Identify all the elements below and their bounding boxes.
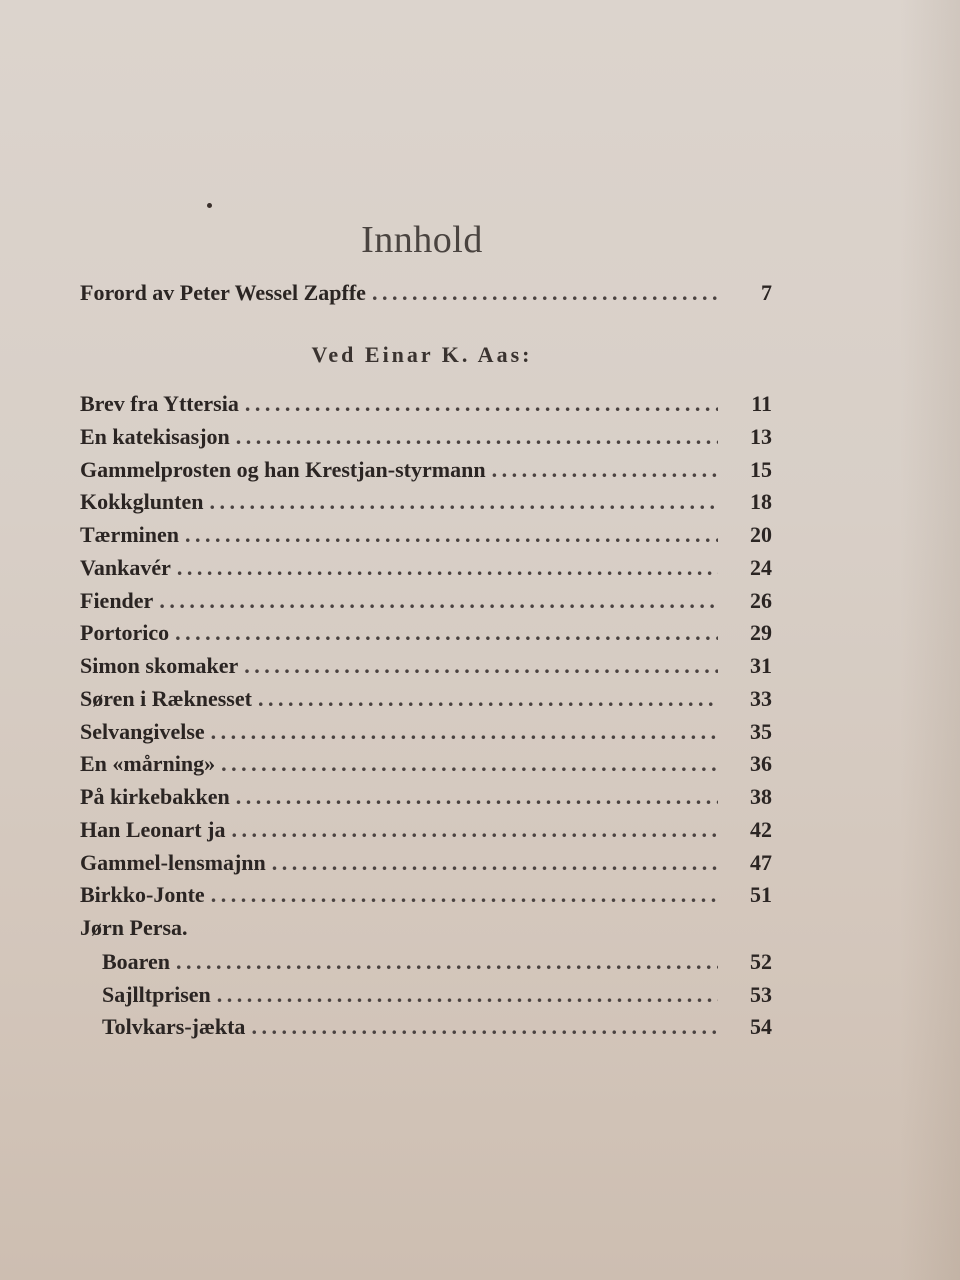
toc-entry xyxy=(80,911,772,944)
dot-leader xyxy=(231,813,718,846)
dot-leader xyxy=(372,276,718,309)
section-heading: Ved Einar K. Aas: xyxy=(311,342,533,367)
dot-leader xyxy=(244,649,718,682)
entry-page: 7 xyxy=(761,280,772,305)
entry-label: En katekisasjon xyxy=(80,423,230,449)
toc-subentry xyxy=(102,978,772,1011)
toc-entry xyxy=(80,682,772,715)
dot-leader xyxy=(272,846,718,879)
dot-leader xyxy=(159,584,718,617)
dot-leader xyxy=(221,747,718,780)
entry-label: Sajlltprisen xyxy=(102,981,211,1007)
entry-page: 24 xyxy=(750,554,772,580)
dot-leader xyxy=(217,978,718,1011)
page-shadow xyxy=(900,0,960,1280)
toc-entry xyxy=(80,878,772,911)
entry-page: 52 xyxy=(750,948,772,974)
dot-leader xyxy=(176,945,718,978)
entry-label: Birkko-Jonte xyxy=(80,882,205,908)
toc-entry xyxy=(80,715,772,748)
toc-entry-foreword xyxy=(80,276,772,309)
dot-leader xyxy=(492,453,718,486)
entry-label: Vankavér xyxy=(80,554,171,580)
toc-entry xyxy=(80,616,772,649)
toc-entry xyxy=(80,485,772,518)
toc-entry xyxy=(80,387,772,420)
entry-label: Portorico xyxy=(80,620,170,646)
entry-page: 51 xyxy=(750,882,772,908)
toc-subentry xyxy=(102,945,772,978)
toc-entry xyxy=(80,780,772,813)
entry-page: 26 xyxy=(750,587,772,613)
dot-leader xyxy=(245,387,718,420)
entry-label: Gammelprosten og han Krestjan-styrmann xyxy=(80,456,486,482)
entry-label: Brev fra Yttersia xyxy=(80,391,239,416)
dot-leader xyxy=(175,616,718,649)
toc-subentry xyxy=(102,1010,772,1043)
entry-page: 36 xyxy=(750,751,772,777)
entry-label: Han Leonart ja xyxy=(80,816,226,842)
entry-page: 18 xyxy=(750,489,772,515)
entry-label: Kokkglunten xyxy=(80,489,204,515)
toc-entry xyxy=(80,518,772,551)
entry-label: Forord av Peter Wessel Zapffe xyxy=(80,280,366,305)
entry-page: 20 xyxy=(750,522,772,547)
entry-page: 54 xyxy=(750,1014,772,1040)
dot-leader xyxy=(185,518,718,551)
dot-leader xyxy=(258,682,718,715)
toc-entry xyxy=(80,813,772,846)
entry-page: 15 xyxy=(750,456,772,482)
entry-label: Boaren xyxy=(102,948,171,974)
entry-label: Tærminen xyxy=(80,522,179,547)
dot-leader xyxy=(251,1010,718,1043)
dot-leader xyxy=(210,485,719,518)
page-title: Innhold xyxy=(361,219,483,261)
entry-page: 47 xyxy=(750,849,772,875)
entry-page: 35 xyxy=(750,718,772,744)
dot-leader xyxy=(236,780,718,813)
entry-label: Simon skomaker xyxy=(80,653,239,678)
entry-page: 11 xyxy=(751,391,772,416)
entry-label: Søren i Ræknesset xyxy=(80,685,252,711)
entry-page: 53 xyxy=(750,981,772,1007)
entry-label: Tolvkars-jækta xyxy=(102,1014,246,1040)
entry-page: 29 xyxy=(750,620,772,646)
dot-leader xyxy=(211,878,718,911)
entry-page: 33 xyxy=(750,685,772,711)
entry-label: Jørn Persa. xyxy=(80,915,188,940)
entry-page: 13 xyxy=(750,423,772,449)
dot-leader xyxy=(177,551,718,584)
dot-leader xyxy=(236,420,718,453)
entry-label: På kirkebakken xyxy=(80,784,230,809)
toc-entry xyxy=(80,453,772,486)
toc-entry xyxy=(80,551,772,584)
toc-entry xyxy=(80,584,772,617)
toc-entry xyxy=(80,747,772,780)
toc-entry xyxy=(80,420,772,453)
entry-page: 31 xyxy=(750,653,772,678)
ink-speck xyxy=(207,203,212,208)
toc-entry xyxy=(80,846,772,879)
entry-page: 42 xyxy=(750,816,772,842)
entry-label: Fiender xyxy=(80,587,154,613)
entry-label: En «mårning» xyxy=(80,751,216,777)
dot-leader xyxy=(211,715,718,748)
entry-label: Selvangivelse xyxy=(80,718,205,744)
toc-entry xyxy=(80,649,772,682)
entry-page: 38 xyxy=(750,784,772,809)
entry-label: Gammel-lensmajnn xyxy=(80,849,266,875)
